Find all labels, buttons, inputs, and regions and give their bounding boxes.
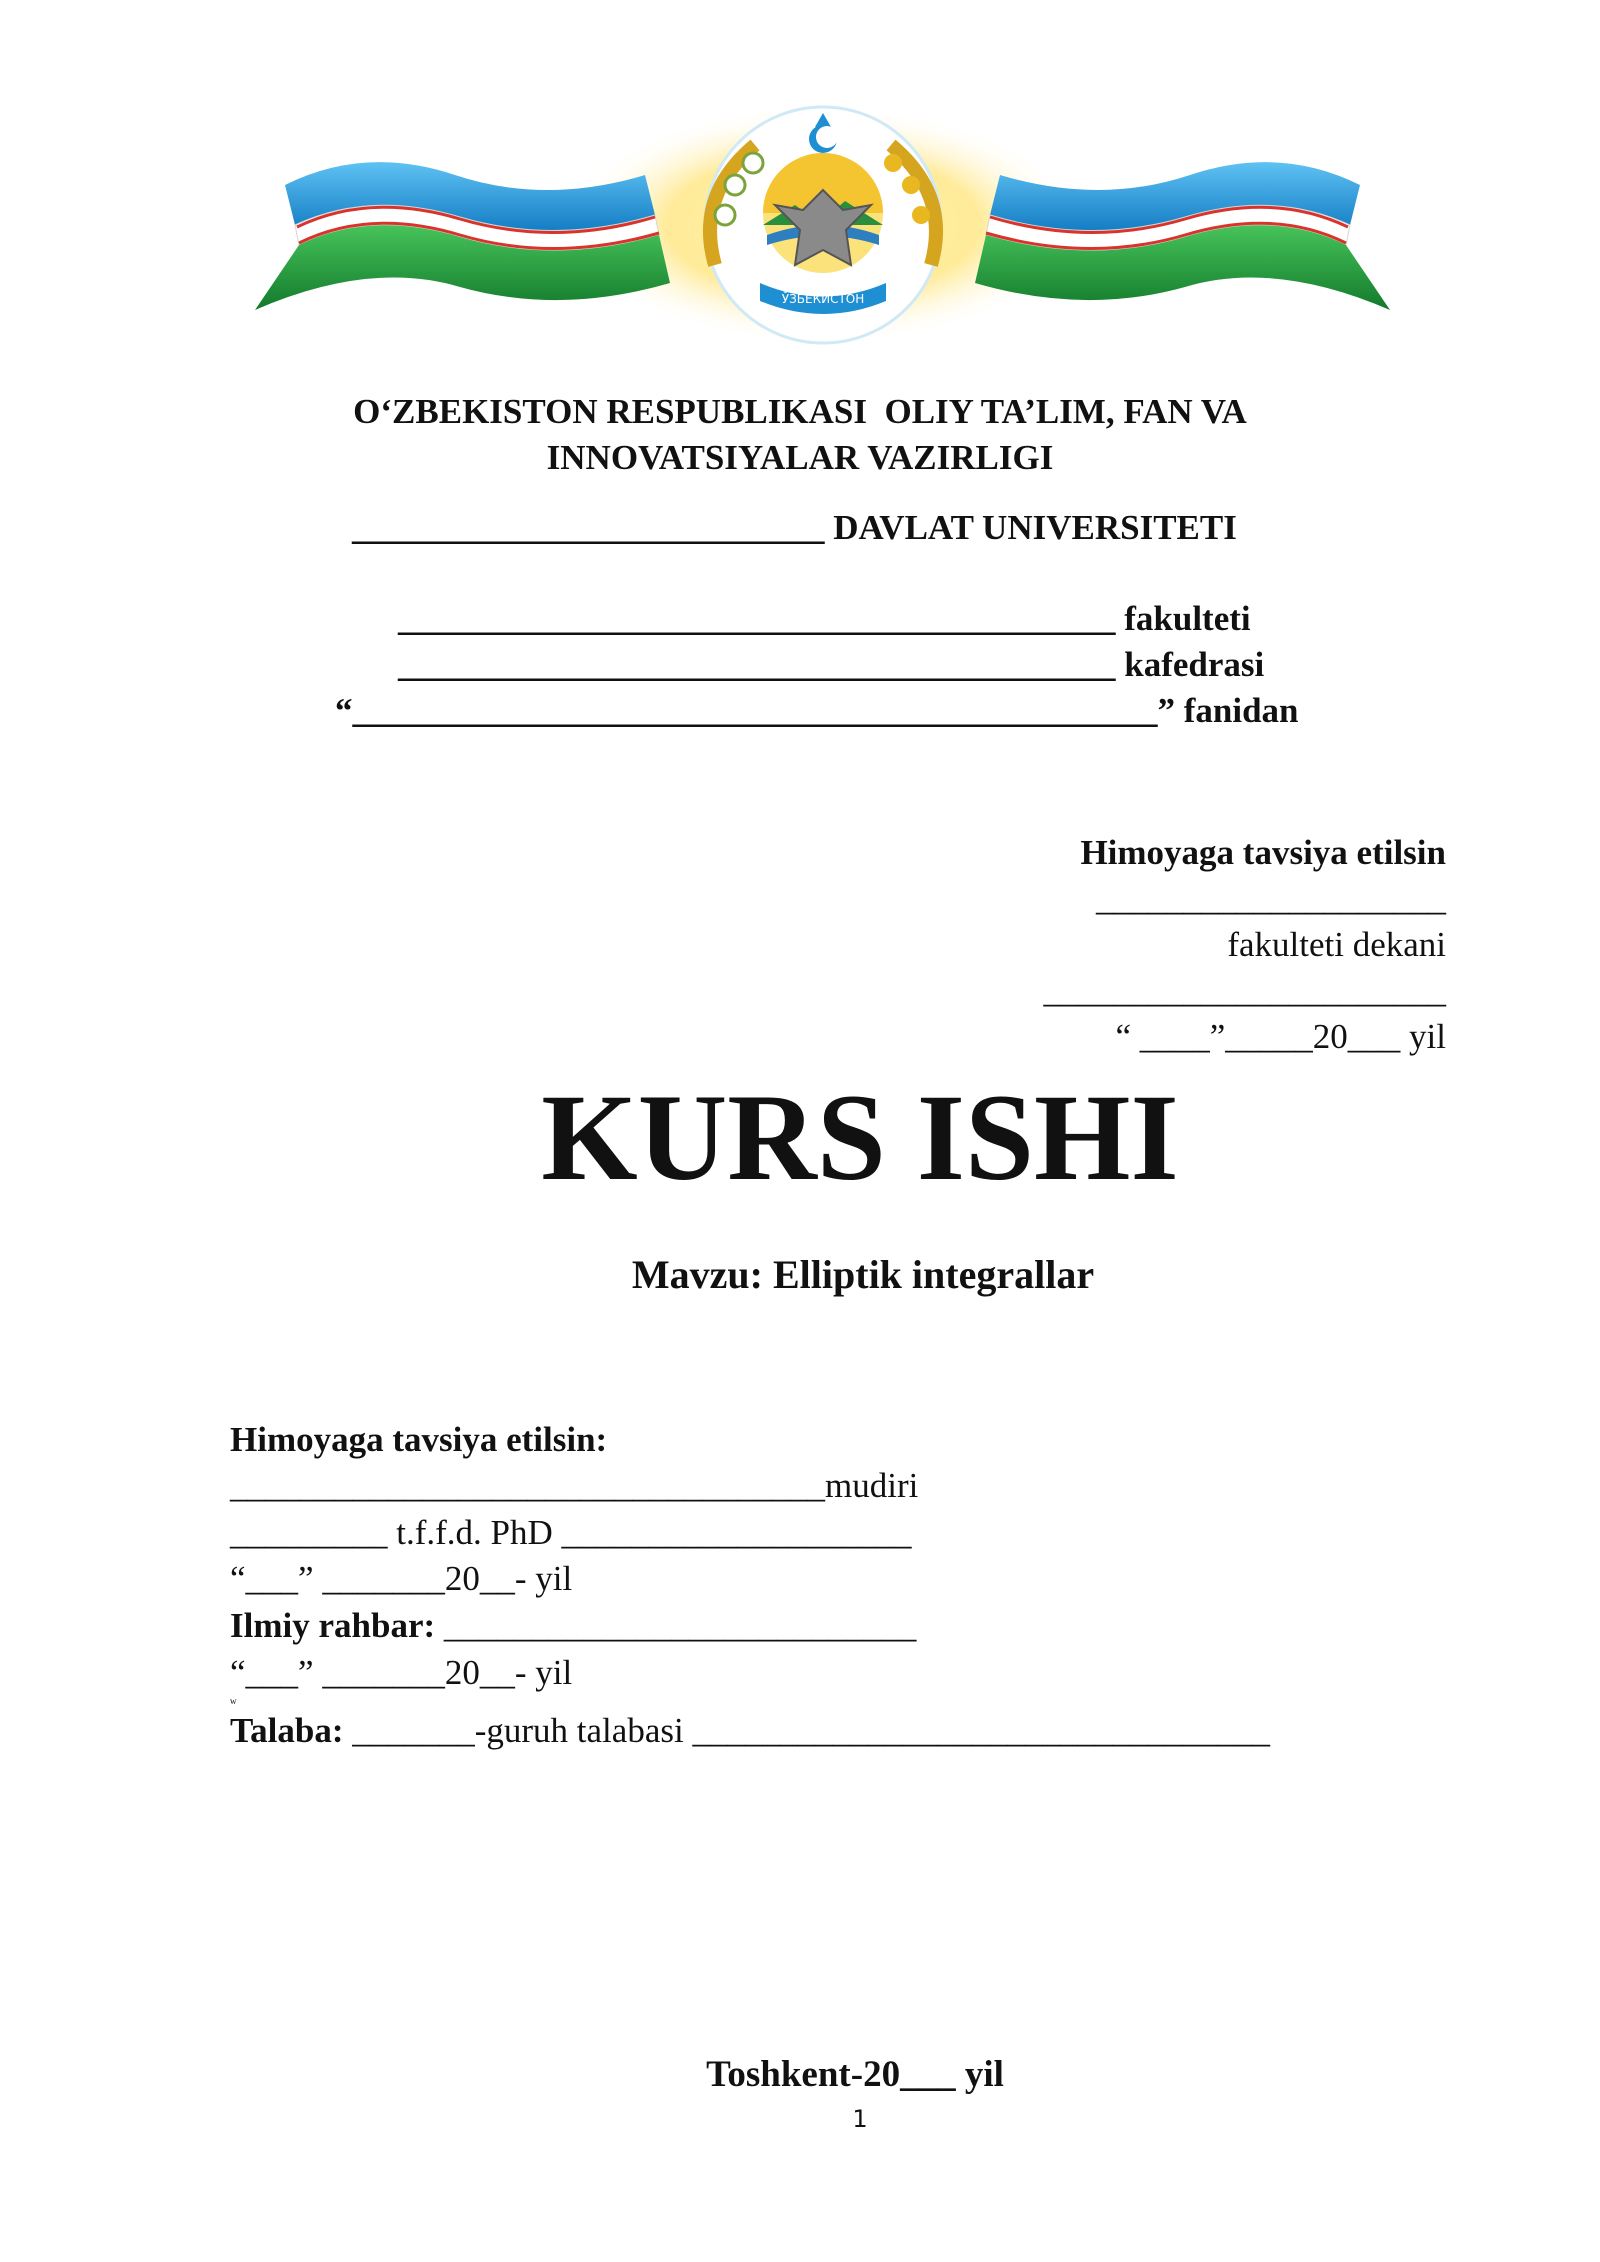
department-head-line: __________________________________mudiri [230,1466,919,1505]
university-line: ___________________________ DAVLAT UNIVERSITETI [352,508,1237,547]
document-title: KURS ISHI [541,1069,1179,1206]
supervisor-blank: ___________________________ [435,1606,917,1645]
phd-line: _________ t.f.f.d. PhD ____________________ [230,1513,912,1552]
state-emblem [705,107,941,343]
department-line: _________________________________________ kafedrasi [398,645,1265,684]
student-label: Talaba: [230,1711,344,1750]
state-emblem-banner-image [255,105,1390,345]
approval-blank-line-1: ____________________ [1096,879,1446,918]
approval-date-bottom-1: “___” _______20__- yil [230,1559,573,1598]
topic-line: Mavzu: Elliptik integrallar [631,1252,1095,1297]
student-blank: _______-guruh talabasi _________________________________ [343,1711,1270,1750]
ministry-title-line1: O‘ZBEKISTON RESPUBLIKASI OLIY TA’LIM, FAN VA [353,392,1247,431]
svg-text:ЎЗБЕКИСТОН: ЎЗБЕКИСТОН [781,292,865,306]
approval-heading-bottom: Himoyaga tavsiya etilsin: [230,1420,608,1459]
city-year: Toshkent-20___ yil [706,2054,1004,2095]
tiny-mark: w [230,1696,237,1706]
left-flag-ribbon [255,162,670,310]
student-line [230,1708,1270,1754]
right-flag-ribbon [975,162,1390,310]
approval-date-bottom-2: “___” _______20__- yil [230,1653,573,1692]
approval-heading-top: Himoyaga tavsiya etilsin [1080,833,1446,872]
supervisor-line [230,1603,916,1649]
page-number: 1 [852,2105,868,2133]
dean-label: fakulteti dekani [1227,925,1446,964]
subject-line: “______________________________________________” fanidan [335,691,1299,730]
approval-blank-line-2: _______________________ [1043,971,1446,1010]
ministry-title-line2: INNOVATSIYALAR VAZIRLIGI [546,438,1054,477]
faculty-line: _________________________________________ fakulteti [398,599,1251,638]
approval-date-top: “ ____”_____20___ yil [1115,1017,1446,1056]
supervisor-label: Ilmiy rahbar: [230,1606,436,1645]
